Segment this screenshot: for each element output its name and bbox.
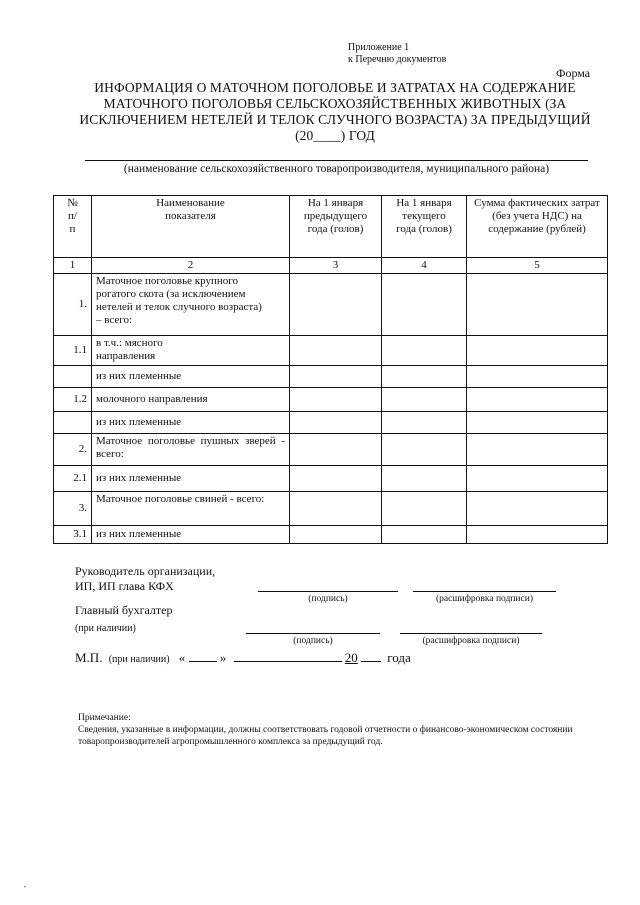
accountant-label: Главный бухгалтер (75, 603, 173, 617)
table-row (54, 336, 608, 366)
appendix-block (348, 42, 446, 66)
header-num: № п/п (54, 196, 92, 258)
title-line-2: МАТОЧНОГО ПОГОЛОВЬЯ СЕЛЬСКОХОЗЯЙСТВЕННЫХ ЖИВОТНЫХ (ЗА (103, 96, 567, 111)
table-row (54, 274, 608, 336)
input-cell[interactable] (467, 434, 608, 466)
input-cell[interactable] (290, 434, 382, 466)
producer-caption: (наименование сельскохозяйственного товаропроизводителя, муниципального района) (123, 163, 550, 175)
row-name: Маточное поголовье свиней - всего: (92, 492, 290, 526)
head-signature-line[interactable] (258, 591, 398, 592)
input-cell[interactable] (382, 366, 467, 388)
input-cell[interactable] (290, 274, 382, 336)
date-close-quote: » (219, 650, 227, 665)
header-curr-year: На 1 января текущего года (голов) (382, 196, 467, 258)
footer-mark: " (24, 886, 27, 892)
input-cell[interactable] (467, 388, 608, 412)
row-number: 2. (54, 434, 92, 466)
row-name: из них племенные (92, 366, 290, 388)
input-cell[interactable] (382, 492, 467, 526)
day-field[interactable] (189, 649, 217, 662)
input-cell[interactable] (290, 526, 382, 544)
table-header-row (54, 196, 608, 258)
row-name: из них племенные (92, 412, 290, 434)
table-row (54, 466, 608, 492)
row-number: 1.2 (54, 388, 92, 412)
input-cell[interactable] (467, 366, 608, 388)
title-line-1: ИНФОРМАЦИЯ О МАТОЧНОМ ПОГОЛОВЬЕ И ЗАТРАТАХ НА СОДЕРЖАНИЕ (94, 80, 576, 95)
col-num-4: 4 (382, 258, 467, 274)
title-line-4: (20____) ГОД (295, 128, 375, 143)
document-title (80, 80, 590, 144)
row-name: в т.ч.: мясного направления (92, 336, 290, 366)
input-cell[interactable] (382, 466, 467, 492)
row-number: 2.1 (54, 466, 92, 492)
table-row (54, 388, 608, 412)
form-label: Форма (556, 66, 591, 80)
head-signature-label (75, 564, 215, 594)
row-name: из них племенные (92, 466, 290, 492)
stamp-date-row (75, 649, 411, 666)
note-block (78, 712, 608, 748)
stamp-label: М.П. (75, 650, 103, 665)
stamp-if-any: (при наличии) (108, 654, 170, 665)
col-num-2: 2 (92, 258, 290, 274)
table-row (54, 412, 608, 434)
appendix-label: Приложение 1 (348, 42, 410, 53)
table-row (54, 434, 608, 466)
year-prefix: 20 (344, 650, 358, 665)
date-open-quote: « (178, 650, 186, 665)
input-cell[interactable] (290, 466, 382, 492)
accountant-signature-caption: (подпись) (293, 636, 333, 646)
head-signature-caption: (подпись) (308, 594, 348, 604)
col-num-1: 1 (54, 258, 92, 274)
input-cell[interactable] (467, 412, 608, 434)
head-label-line-2: ИП, ИП глава КФХ (75, 579, 174, 593)
month-field[interactable] (234, 649, 342, 662)
note-label: Примечание: (78, 713, 131, 723)
livestock-table (53, 195, 608, 544)
input-cell[interactable] (382, 526, 467, 544)
header-name: Наименование показателя (92, 196, 290, 258)
input-cell[interactable] (382, 336, 467, 366)
col-num-3: 3 (290, 258, 382, 274)
input-cell[interactable] (467, 336, 608, 366)
header-costs: Сумма фактических затрат (без учета НДС) на содержание (рублей) (467, 196, 608, 258)
input-cell[interactable] (290, 336, 382, 366)
input-cell[interactable] (382, 434, 467, 466)
input-cell[interactable] (467, 492, 608, 526)
accountant-decoding-caption: (расшифровка подписи) (422, 636, 520, 646)
year-suffix: года (387, 650, 411, 665)
input-cell[interactable] (290, 388, 382, 412)
row-number: 3. (54, 492, 92, 526)
producer-name-line (85, 160, 588, 161)
header-prev-year: На 1 января предыдущего года (голов) (290, 196, 382, 258)
row-name: из них племенные (92, 526, 290, 544)
title-line-3: ИСКЛЮЧЕНИЕМ НЕТЕЛЕЙ И ТЕЛОК СЛУЧНОГО ВОЗРАСТА) ЗА ПРЕДЫДУЩИЙ (79, 112, 591, 127)
input-cell[interactable] (382, 388, 467, 412)
head-decoding-caption: (расшифровка подписи) (436, 594, 533, 604)
input-cell[interactable] (290, 412, 382, 434)
column-number-row (54, 258, 608, 274)
input-cell[interactable] (467, 526, 608, 544)
input-cell[interactable] (467, 274, 608, 336)
year-field[interactable] (361, 649, 381, 662)
head-label-line-1: Руководитель организации, (75, 564, 216, 578)
row-name: молочного направления (92, 388, 290, 412)
appendix-reference: к Перечню документов (348, 54, 447, 65)
head-decoding-line[interactable] (413, 591, 556, 592)
table-row (54, 492, 608, 526)
row-number (54, 412, 92, 434)
row-number: 1.1 (54, 336, 92, 366)
table-row (54, 526, 608, 544)
input-cell[interactable] (467, 466, 608, 492)
accountant-signature-line[interactable] (246, 633, 380, 634)
input-cell[interactable] (290, 492, 382, 526)
accountant-if-any: (при наличии) (75, 623, 136, 634)
row-number (54, 366, 92, 388)
col-num-5: 5 (467, 258, 608, 274)
note-text: Сведения, указанные в информации, должны соответствовать годовой отчетности о финансово-экономическом состоянии товаропроизводителей агропромышленного комплекса за предыдущий год. (78, 725, 573, 747)
accountant-decoding-line[interactable] (400, 633, 542, 634)
row-name: Маточное поголовье крупного рогатого скота (за исключением нетелей и телок случного возраста) – всего: (92, 274, 290, 336)
row-number: 1. (54, 274, 92, 336)
input-cell[interactable] (382, 274, 467, 336)
table-row (54, 366, 608, 388)
row-name: Маточное поголовье пушных зверей - всего: (92, 434, 290, 466)
row-number: 3.1 (54, 526, 92, 544)
input-cell[interactable] (382, 412, 467, 434)
input-cell[interactable] (290, 366, 382, 388)
